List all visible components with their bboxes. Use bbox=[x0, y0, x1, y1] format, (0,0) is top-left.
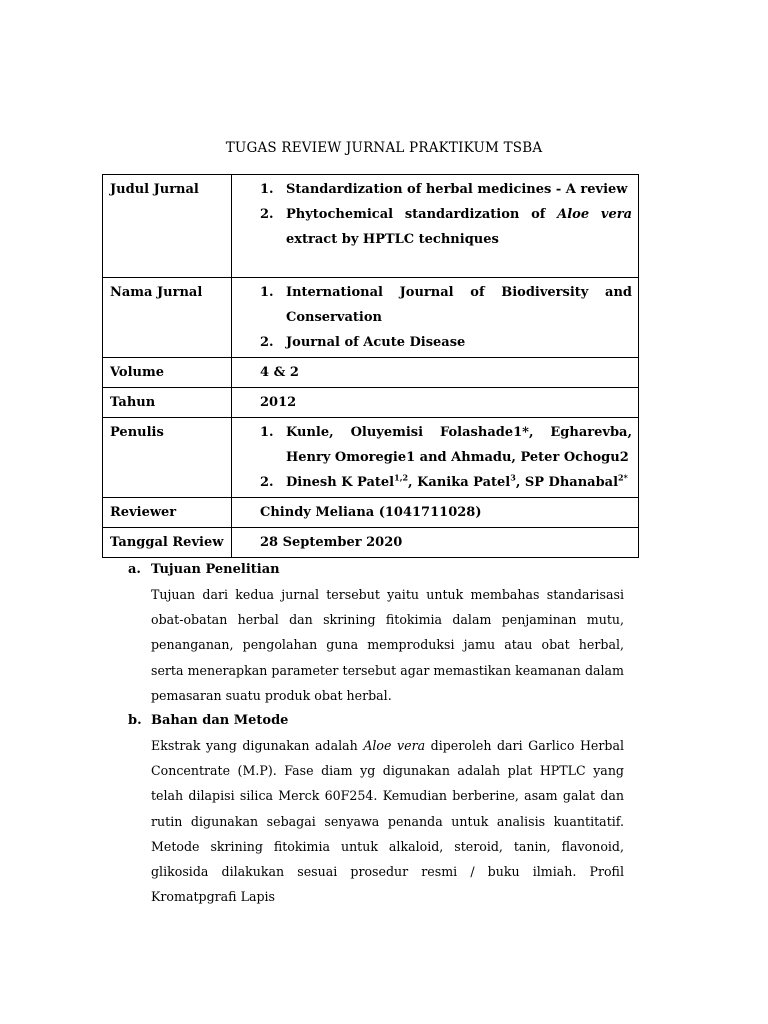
journal-name-2: Journal of Acute Disease bbox=[286, 335, 466, 350]
table-row-penulis bbox=[103, 418, 639, 498]
judul-label: Judul Jurnal bbox=[103, 175, 232, 278]
table-row-judul bbox=[103, 175, 639, 278]
judul-value bbox=[232, 175, 639, 278]
section-letter: a. bbox=[128, 562, 141, 577]
affiliation-superscript: 2* bbox=[618, 472, 628, 483]
penulis-value bbox=[232, 418, 639, 498]
nama-value bbox=[232, 278, 639, 358]
journal-title-2 bbox=[286, 207, 632, 247]
table-row-volume bbox=[103, 358, 639, 388]
section-heading-bahan bbox=[128, 708, 624, 733]
table-row-nama bbox=[103, 278, 639, 358]
text-segment: Phytochemical standardization of bbox=[286, 207, 558, 222]
reviewer-value: Chindy Meliana (1041711028) bbox=[232, 498, 639, 528]
table-row-tanggal bbox=[103, 528, 639, 558]
tanggal-label: Tanggal Review bbox=[103, 528, 232, 558]
section-letter: b. bbox=[128, 713, 142, 729]
nama-label: Nama Jurnal bbox=[103, 278, 232, 358]
journal-name-1: International Journal of Biodiversity and Conservation bbox=[286, 285, 632, 325]
list-number: 1. bbox=[260, 425, 274, 440]
author-name: Dinesh K Patel bbox=[286, 475, 395, 490]
italic-species-name: Aloe vera bbox=[363, 738, 426, 754]
section-heading-tujuan bbox=[128, 557, 624, 582]
volume-value: 4 & 2 bbox=[232, 358, 639, 388]
list-number: 2. bbox=[260, 475, 274, 490]
journal-info-table bbox=[102, 174, 639, 558]
italic-species-name: Aloe vera bbox=[557, 207, 633, 222]
text-segment: extract by HPTLC techniques bbox=[286, 232, 499, 247]
volume-label: Volume bbox=[103, 358, 232, 388]
list-number: 1. bbox=[260, 285, 274, 300]
author-name: , Kanika Patel bbox=[408, 475, 511, 490]
list-item bbox=[260, 177, 632, 202]
list-number: 2. bbox=[260, 335, 274, 350]
list-number: 1. bbox=[260, 182, 274, 197]
authors-1: Kunle, Oluyemisi Folashade1*, Egharevba, Henry Omoregie1 and Ahmadu, Peter Ochogu2 bbox=[286, 425, 632, 465]
affiliation-superscript: 3 bbox=[510, 472, 516, 483]
list-item bbox=[260, 202, 632, 252]
text-segment: Ekstrak yang digunakan adalah bbox=[151, 738, 364, 754]
list-item bbox=[260, 470, 632, 495]
document-title: TUGAS REVIEW JURNAL PRAKTIKUM TSBA bbox=[225, 140, 543, 156]
list-item bbox=[260, 420, 632, 470]
reviewer-label: Reviewer bbox=[103, 498, 232, 528]
section-heading-text: Bahan dan Metode bbox=[151, 713, 289, 729]
penulis-label: Penulis bbox=[103, 418, 232, 498]
list-item bbox=[260, 330, 632, 355]
text-segment: diperoleh dari Garlico Herbal Concentrate (M.P). Fase diam yg digunakan adalah plat HPTLC yang telah dilapisi silica Merck 60F254. Kemudian berberine, asam galat dan rutin digunakan sebagai senyawa penanda untuk analisis kuantitatif. Metode skrining fitokimia untuk alkaloid, steroid, tanin, flavonoid, glikosida dilakukan sesuai prosedur resmi / buku ilmiah. Profil Kromatpgrafi Lapis bbox=[151, 738, 624, 905]
review-sections bbox=[128, 557, 624, 909]
section-heading-text: Tujuan Penelitian bbox=[151, 562, 280, 577]
table-row-tahun bbox=[103, 388, 639, 418]
list-number: 2. bbox=[260, 207, 274, 222]
tahun-value: 2012 bbox=[232, 388, 639, 418]
section-body-bahan bbox=[128, 733, 624, 909]
author-name: , SP Dhanabal bbox=[515, 475, 619, 490]
list-item bbox=[260, 280, 632, 330]
table-row-reviewer bbox=[103, 498, 639, 528]
tanggal-value: 28 September 2020 bbox=[232, 528, 639, 558]
affiliation-superscript: 1,2 bbox=[394, 472, 409, 483]
tahun-label: Tahun bbox=[103, 388, 232, 418]
section-body-tujuan: Tujuan dari kedua jurnal tersebut yaitu untuk membahas standarisasi obat-obatan herbal dan skrining fitokimia dalam penjaminan mutu, penanganan, pengolahan guna memproduksi jamu atau obat herbal, serta menerapkan parameter tersebut agar memastikan keamanan dalam pemasaran suatu produk obat herbal. bbox=[151, 587, 624, 703]
journal-title-1: Standardization of herbal medicines - A review bbox=[286, 182, 628, 197]
authors-2 bbox=[286, 472, 628, 490]
